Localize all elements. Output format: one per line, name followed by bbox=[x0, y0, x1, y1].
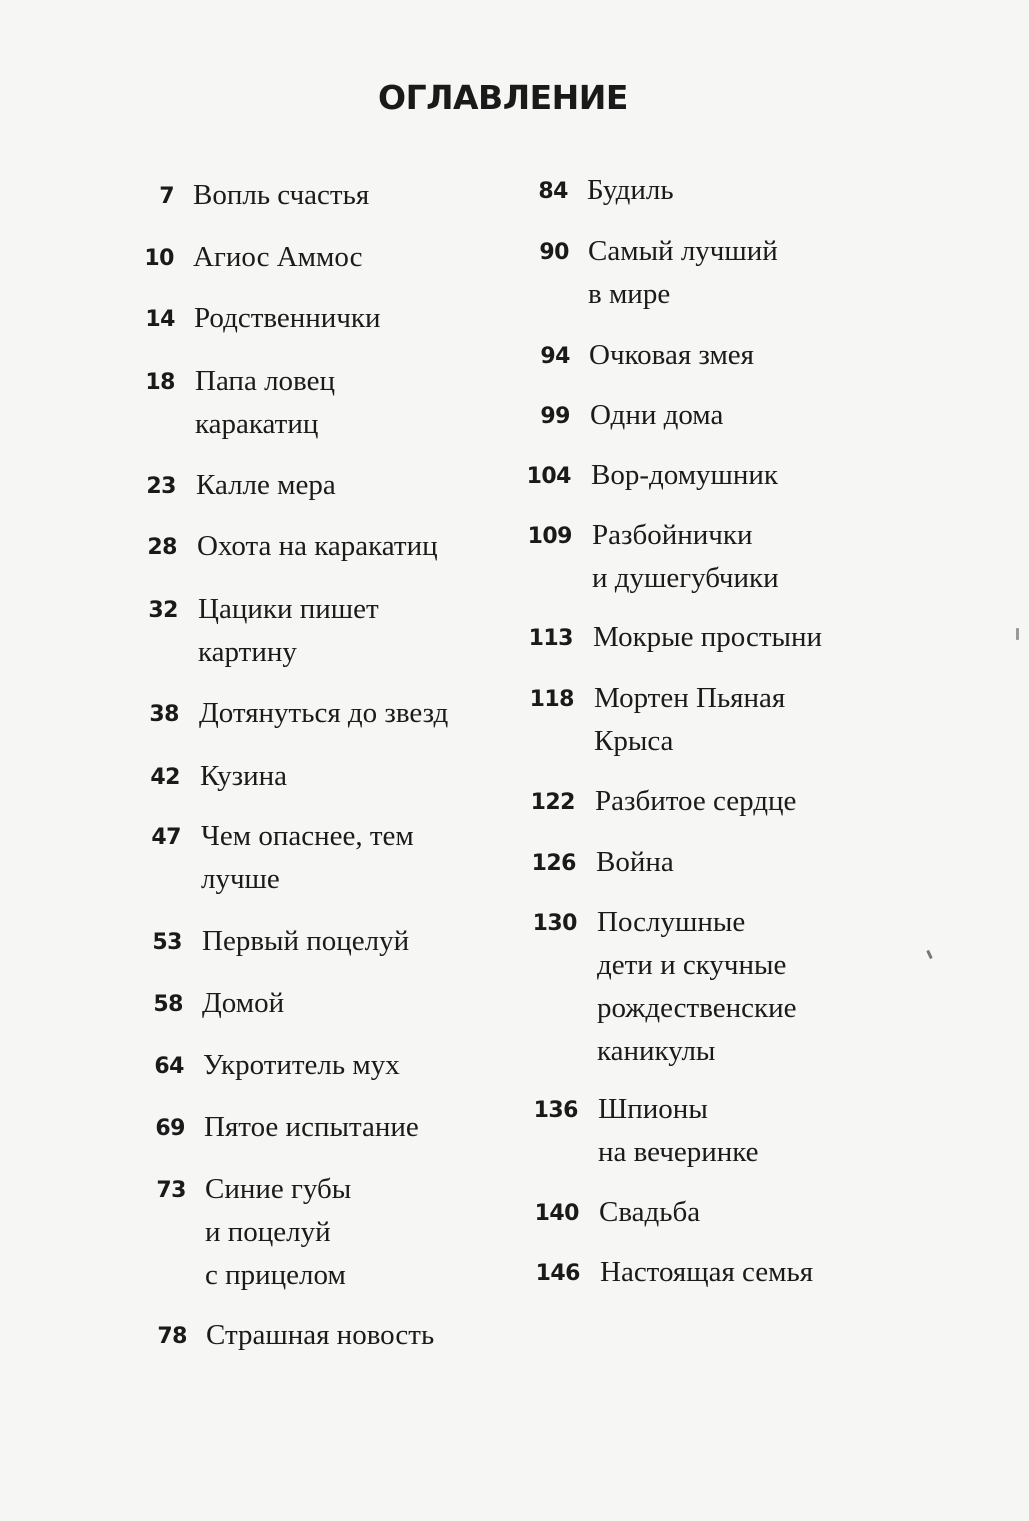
toc-entry-title: Вопль счастья bbox=[193, 179, 370, 211]
toc-entry-title: Агиос Аммос bbox=[193, 241, 363, 273]
toc-page-number: 104 bbox=[526, 464, 571, 489]
toc-page-number: 94 bbox=[540, 344, 570, 369]
toc-page-number: 126 bbox=[531, 851, 576, 876]
toc-entry-title: Охота на каракатиц bbox=[197, 530, 438, 562]
toc-entry-title: Цацики пишет картину bbox=[198, 593, 379, 668]
toc-entry-title: Разбитое сердце bbox=[595, 785, 797, 817]
paper-speck bbox=[926, 950, 933, 959]
toc-entry-title: Чем опаснее, тем лучше bbox=[201, 820, 414, 895]
toc-page-number: 140 bbox=[534, 1201, 579, 1226]
toc-entry-title: Свадьба bbox=[599, 1196, 701, 1228]
toc-page-number: 109 bbox=[527, 524, 572, 549]
toc-page-number: 122 bbox=[530, 790, 575, 815]
toc-entry-title: Пятое испытание bbox=[204, 1111, 419, 1143]
toc-entry-title: Война bbox=[596, 846, 674, 878]
toc-page-number: 69 bbox=[155, 1116, 185, 1141]
toc-entry-title: Родственнички bbox=[194, 302, 381, 334]
toc-page-number: 99 bbox=[540, 404, 570, 429]
toc-page-number: 73 bbox=[156, 1178, 186, 1203]
toc-entry-title: Синие губы и поцелуй с прицелом bbox=[205, 1173, 352, 1291]
page-title: ОГЛАВЛЕНИЕ bbox=[378, 78, 628, 117]
toc-entry-title: Разбойнички и душегубчики bbox=[592, 519, 779, 594]
toc-page-number: 32 bbox=[148, 598, 178, 623]
toc-page-number: 84 bbox=[538, 179, 568, 204]
toc-entry-title: Будиль bbox=[587, 174, 674, 206]
toc-page-number: 28 bbox=[147, 535, 177, 560]
toc-page-number: 10 bbox=[144, 246, 174, 271]
toc-page-number: 7 bbox=[159, 184, 174, 209]
toc-page-number: 146 bbox=[535, 1261, 580, 1286]
toc-entry-title: Вор-домушник bbox=[591, 459, 779, 491]
toc-page-number: 64 bbox=[154, 1054, 184, 1079]
toc-page-number: 118 bbox=[529, 687, 574, 712]
toc-entry-title: Послушные дети и скучные рождественские каникулы bbox=[597, 906, 797, 1067]
toc-page-number: 58 bbox=[153, 992, 183, 1017]
toc-entry-title: Настоящая семья bbox=[600, 1256, 814, 1288]
toc-entry-title: Очковая змея bbox=[589, 339, 755, 371]
toc-entry-title: Папа ловец каракатиц bbox=[195, 365, 335, 440]
toc-entry-title: Кузина bbox=[200, 760, 288, 792]
toc-page-number: 130 bbox=[532, 911, 577, 936]
toc-entry-title: Укротитель мух bbox=[203, 1049, 400, 1081]
toc-page-number: 136 bbox=[533, 1098, 578, 1123]
toc-entry-title: Калле мера bbox=[196, 469, 336, 501]
toc-entry-title: Дотянуться до звезд bbox=[199, 697, 449, 729]
toc-entry-title: Первый поцелуй bbox=[202, 925, 410, 957]
toc-page-number: 42 bbox=[150, 765, 180, 790]
toc-entry-title: Страшная новость bbox=[206, 1319, 435, 1351]
toc-page-number: 14 bbox=[145, 307, 175, 332]
toc-page-number: 18 bbox=[145, 370, 175, 395]
toc-page-number: 78 bbox=[157, 1324, 187, 1349]
toc-entry-title: Шпионы на вечеринке bbox=[598, 1093, 759, 1168]
toc-page-number: 90 bbox=[539, 240, 569, 265]
toc-page-number: 47 bbox=[151, 825, 181, 850]
paper-speck bbox=[1016, 628, 1019, 640]
toc-page-number: 23 bbox=[146, 474, 176, 499]
toc-page-number: 38 bbox=[149, 702, 179, 727]
toc-entry-title: Мокрые простыни bbox=[593, 621, 823, 653]
toc-page-number: 53 bbox=[152, 930, 182, 955]
toc-page-number: 113 bbox=[528, 626, 573, 651]
toc-entry-title: Самый лучший в мире bbox=[588, 235, 778, 310]
toc-entry-title: Одни дома bbox=[590, 399, 724, 431]
toc-entry-title: Мортен Пьяная Крыса bbox=[594, 682, 786, 757]
toc-entry-title: Домой bbox=[202, 987, 285, 1019]
